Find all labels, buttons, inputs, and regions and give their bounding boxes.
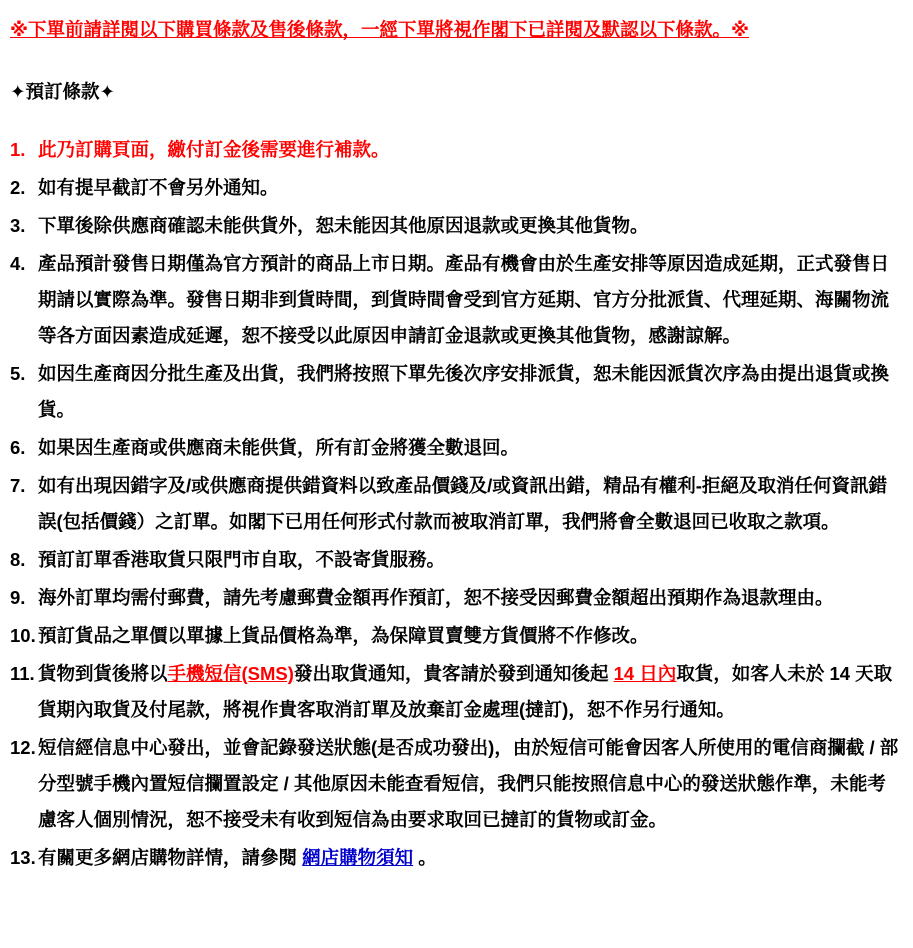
term-text-segment: 14 日內 [613,663,677,684]
term-item [10,208,901,244]
term-item [10,246,901,354]
term-number: 10. [10,625,36,646]
term-text [38,580,901,616]
term-text-segment: 此乃訂購頁面，繳付訂金後需要進行補款。 [38,139,390,160]
term-number: 3. [10,215,26,236]
term-item [10,656,901,728]
term-number: 13. [10,847,36,868]
term-item [10,170,901,206]
term-item [10,580,901,616]
term-text [38,618,901,654]
term-text [38,840,901,876]
term-text [38,730,901,838]
term-number: 8. [10,549,26,570]
term-text-segment: 如有出現因錯字及/或供應商提供錯資料以致產品價錢及/或資訊出錯，精品有權利-拒絕及取消任何資訊錯誤(包括價錢）之訂單。如閣下已用任何形式付款而被取消訂單，我們將會全數退回已收取之款項。 [38,475,887,532]
term-item [10,132,901,168]
term-number: 12. [10,737,36,758]
term-text-segment: 短信經信息中心發出，並會記錄發送狀態(是否成功發出)，由於短信可能會因客人所使用的電信商攔截 / 部分型號手機內置短信攔置設定 / 其他原因未能查看短信，我們只能按照信息中心的發送狀態作準，未能考慮客人個別情況，恕不接受未有收到短信為由要求取回已撻訂的貨物或訂金。 [38,737,899,830]
term-text [38,468,901,540]
term-number: 7. [10,475,26,496]
term-text [38,246,901,354]
term-item [10,468,901,540]
term-item [10,542,901,578]
term-text-segment: 如因生產商因分批生產及出貨，我們將按照下單先後次序安排派貨，恕未能因派貨次序為由提出退貨或換貨。 [38,363,890,420]
term-text [38,430,901,466]
term-number: 11. [10,663,35,684]
term-number: 4. [10,253,26,274]
term-text-segment: 有關更多網店購物詳情，請參閱 [38,847,303,868]
term-text [38,542,901,578]
term-text-segment: 貨物到貨後將以 [38,663,168,684]
term-item [10,840,901,876]
term-text [38,132,901,168]
section-heading-preorder-terms: ✦預訂條款✦ [10,81,116,102]
term-number: 1. [10,139,26,160]
term-number: 9. [10,587,26,608]
term-number: 2. [10,177,26,198]
shop-guide-link[interactable]: 網店購物須知 [302,847,414,868]
term-number: 5. [10,363,26,384]
term-text-segment: 手機短信(SMS) [167,663,294,684]
term-text-segment: 取貨，如客人未於 14 天取貨期內取貨及付尾款，將視作貴客取消訂單及放棄訂金處理(撻訂)，恕不作另行通知。 [38,663,893,720]
term-text-segment: 海外訂單均需付郵費，請先考慮郵費金額再作預訂，恕不接受因郵費金額超出預期作為退款理由。 [38,587,834,608]
term-number: 6. [10,437,26,458]
term-text [38,356,901,428]
term-item [10,730,901,838]
term-text-segment: 。 [413,847,437,868]
terms-list [10,132,901,876]
term-item [10,430,901,466]
term-item [10,618,901,654]
term-text [38,656,901,728]
term-text-segment: 下單後除供應商確認未能供貨外，恕未能因其他原因退款或更換其他貨物。 [38,215,649,236]
term-text [38,170,901,206]
term-text-segment: 產品預計發售日期僅為官方預計的商品上市日期。產品有機會由於生產安排等原因造成延期，正式發售日期請以實際為準。發售日期非到貨時間，到貨時間會受到官方延期、官方分批派貨、代理延期、海關物流等各方面因素造成延遲，恕不接受以此原因申請訂金退款或更換其他貨物，感謝諒解。 [38,253,890,346]
term-text-segment: 如果因生產商或供應商未能供貨，所有訂金將獲全數退回。 [38,437,520,458]
page-title: ※下單前請詳閱以下購買條款及售後條款，一經下單將視作閣下已詳閱及默認以下條款。※ [10,19,749,40]
term-text-segment: 發出取貨通知，貴客請於發到通知後起 [293,663,614,684]
term-text-segment: 預訂貨品之單價以單據上貨品價格為準，為保障買賣雙方貨價將不作修改。 [38,625,649,646]
term-item [10,356,901,428]
term-text [38,208,901,244]
term-text-segment: 預訂訂單香港取貨只限門市自取，不設寄貨服務。 [38,549,446,570]
term-text-segment: 如有提早截訂不會另外通知。 [38,177,279,198]
